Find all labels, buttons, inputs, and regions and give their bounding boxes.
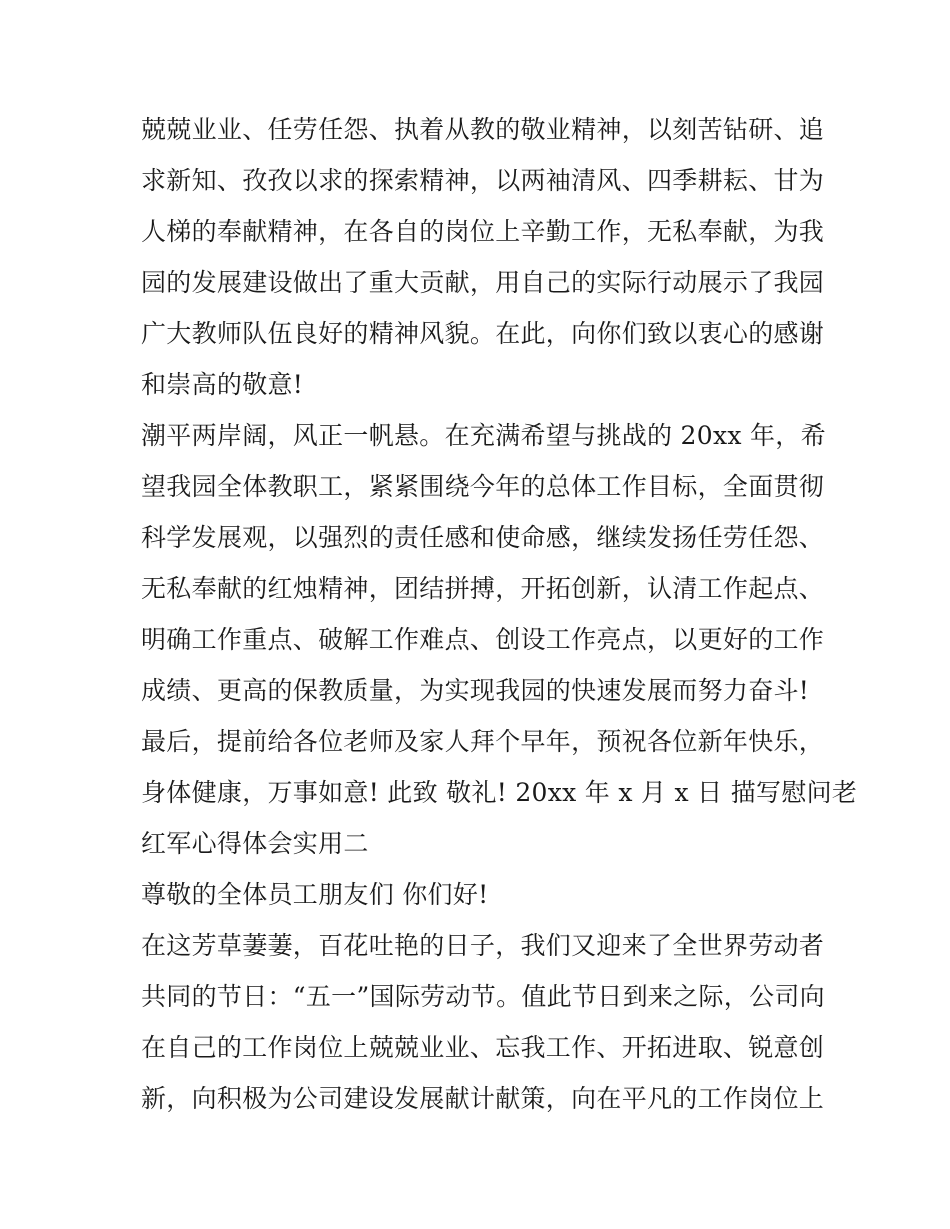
text-line: 望我园全体教职工，紧紧围绕今年的总体工作目标，全面贯彻	[141, 472, 825, 501]
text-line: 在这芳草萋萋，百花吐艳的日子，我们又迎来了全世界劳动者	[141, 931, 825, 960]
text-line: 成绩、更高的保教质量，为实现我园的快速发展而努力奋斗!	[141, 676, 810, 705]
text-line: 求新知、孜孜以求的探索精神，以两袖清风、四季耕耘、甘为	[141, 166, 825, 195]
text-line: 科学发展观，以强烈的责任感和使命感，继续发扬任劳任怨、	[141, 523, 825, 552]
text-line: 最后，提前给各位老师及家人拜个早年，预祝各位新年快乐，	[141, 727, 825, 756]
text-line: 共同的节日：“五一”国际劳动节。值此节日到来之际，公司向	[141, 982, 825, 1011]
text-line: 无私奉献的红烛精神，团结拼搏，开拓创新，认清工作起点、	[141, 574, 825, 603]
text-line: 兢兢业业、任劳任怨、执着从教的敬业精神，以刻苦钻研、追	[141, 115, 825, 144]
text-line: 园的发展建设做出了重大贡献，用自己的实际行动展示了我园	[141, 268, 825, 297]
text-line: 和崇高的敬意!	[141, 370, 304, 399]
text-line: 尊敬的全体员工朋友们 你们好!	[141, 880, 489, 909]
text-line: 新，向积极为公司建设发展献计献策，向在平凡的工作岗位上	[141, 1084, 825, 1113]
text-line: 人梯的奉献精神，在各自的岗位上辛勤工作，无私奉献，为我	[141, 217, 825, 246]
text-line: 明确工作重点、破解工作难点、创设工作亮点，以更好的工作	[141, 625, 825, 654]
text-line: 广大教师队伍良好的精神风貌。在此，向你们致以衷心的感谢	[141, 319, 825, 348]
text-line: 潮平两岸阔，风正一帆悬。在充满希望与挑战的 20xx 年，希	[141, 421, 826, 450]
text-line: 身体健康，万事如意! 此致 敬礼! 20xx 年 x 月 x 日 描写慰问老	[141, 778, 858, 807]
text-line: 在自己的工作岗位上兢兢业业、忘我工作、开拓进取、锐意创	[141, 1033, 825, 1062]
text-line: 红军心得体会实用二	[141, 829, 369, 858]
